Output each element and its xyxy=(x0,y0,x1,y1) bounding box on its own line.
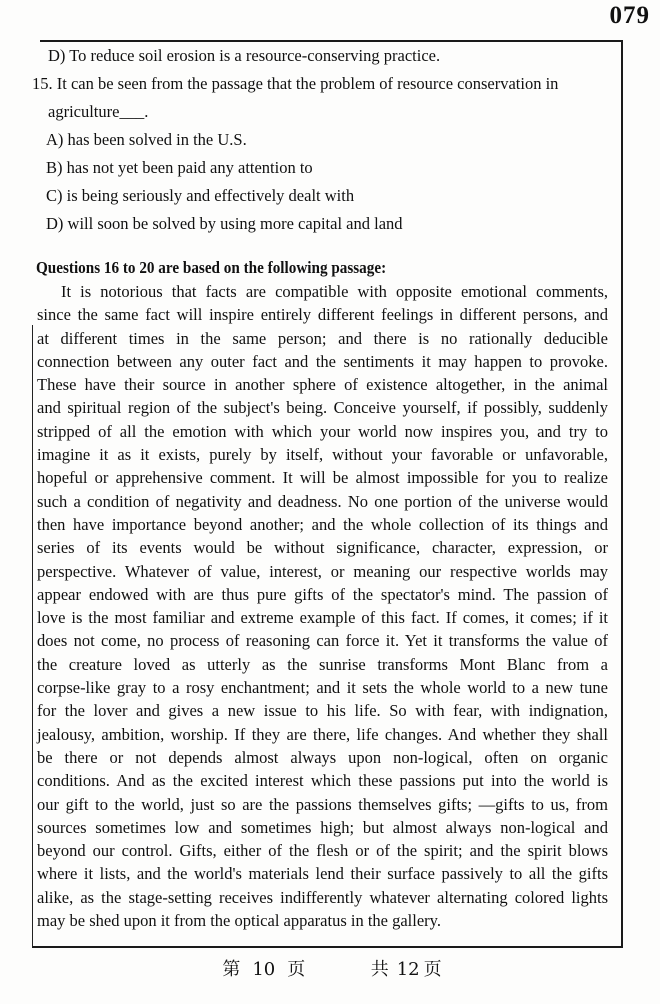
passage-line: imagine it as it exists, purely by itself, without your favorable or unfavorable, xyxy=(37,445,608,465)
passage-line: be there or not depends almost always upon non-logical, often on organic xyxy=(37,747,608,767)
prev-question-option-d: D) To reduce soil erosion is a resource-conserving practice. xyxy=(48,46,441,65)
passage-line: at different times in the same person; and there is no rationally deducible xyxy=(37,328,608,348)
passage-line: jealousy, ambition, worship. If they are there, life changes. And whether they shall xyxy=(37,724,608,744)
total-label-prefix: 共 xyxy=(370,959,389,980)
passage-line: the creature loved as utterly as the sunrise transforms Mont Blanc from a xyxy=(37,654,608,674)
passage-line: then have importance beyond another; and the whole collection of its things and xyxy=(37,514,608,534)
box-border-right xyxy=(621,40,623,948)
passage-line: such a condition of negativity and deadness. No one portion of the universe would xyxy=(37,491,608,511)
question-15-option-b: B) has not yet been paid any attention to xyxy=(46,158,313,177)
passage-line: appear endowed with are thus pure gifts of the spectator's mind. The passion of xyxy=(37,584,608,604)
page-number: 10 xyxy=(252,959,276,980)
question-15-option-d: D) will soon be solved by using more capital and land xyxy=(46,214,403,233)
passage-line: does not come, no process of reasoning can force it. Yet it transforms the value of xyxy=(37,631,608,651)
question-15-stem-line1: 15. It can be seen from the passage that the problem of resource conservation in xyxy=(32,74,559,93)
box-border-bottom xyxy=(32,946,623,948)
passage-line: alike, as the stage-setting receives indifferently whatever alternating colored lights xyxy=(37,887,608,907)
page-label-suffix: 页 xyxy=(287,959,306,980)
passage-line: our gift to the world, just so are the passions themselves gifts; —gifts to us, from xyxy=(37,794,608,814)
passage-line: beyond our control. Gifts, either of the flesh or of the spirit; and the spirit blows xyxy=(37,841,608,861)
passage-line: may be shed upon it from the optical apparatus in the gallery. xyxy=(37,911,441,931)
passage-line: corpse-like gray to a rosy enchantment; and it sets the whole world to a new tune xyxy=(37,678,608,698)
passage-line: perspective. Whatever of value, interest, or meaning our respective worlds may xyxy=(37,561,608,581)
passage-line: connection between any outer fact and the sentiments it may happen to provoke. xyxy=(37,351,608,371)
passage-line: stripped of all the emotion with which your world now inspires you, and try to xyxy=(37,421,608,441)
total-pages: 12 xyxy=(396,959,420,980)
box-border-left xyxy=(32,325,33,948)
passage-line: where it lists, and the world's materials lend their surface passively to all the gifts xyxy=(37,864,608,884)
passage-heading: Questions 16 to 20 are based on the following passage: xyxy=(36,258,387,277)
passage-line: since the same fact will inspire entirely different feelings in different persons, and xyxy=(37,305,608,325)
passage-line: hopeful or apprehensive comment. It will be almost impossible for you to realize xyxy=(37,468,608,488)
box-border-top xyxy=(40,40,622,42)
page-footer xyxy=(0,955,660,981)
passage-line: and spiritual region of the subject's being. Conceive yourself, if possibly, suddenly xyxy=(37,398,608,418)
question-15-option-c: C) is being seriously and effectively dealt with xyxy=(46,186,355,205)
page-code: 079 xyxy=(609,2,650,29)
question-15-option-a: A) has been solved in the U.S. xyxy=(46,130,247,149)
question-15-stem-line2: agriculture___. xyxy=(48,102,149,121)
passage-line: series of its events would be without significance, character, expression, or xyxy=(37,538,608,558)
page-label-prefix: 第 xyxy=(222,959,241,980)
total-label-suffix: 页 xyxy=(423,959,442,980)
passage-line: sources sometimes low and sometimes high; but almost always non-logical and xyxy=(37,817,608,837)
passage-line: These have their source in another sphere of existence altogether, in the animal xyxy=(37,375,608,395)
passage-body xyxy=(37,280,608,932)
passage-line: conditions. And as the excited interest which these passions put into the world is xyxy=(37,771,608,791)
passage-line: for the lover and gives a new issue to his life. So with fear, with indignation, xyxy=(37,701,608,721)
passage-line: love is the most familiar and extreme example of this fact. If comes, it comes; if it xyxy=(37,608,608,628)
passage-line: It is notorious that facts are compatible with opposite emotional comments, xyxy=(61,282,608,301)
